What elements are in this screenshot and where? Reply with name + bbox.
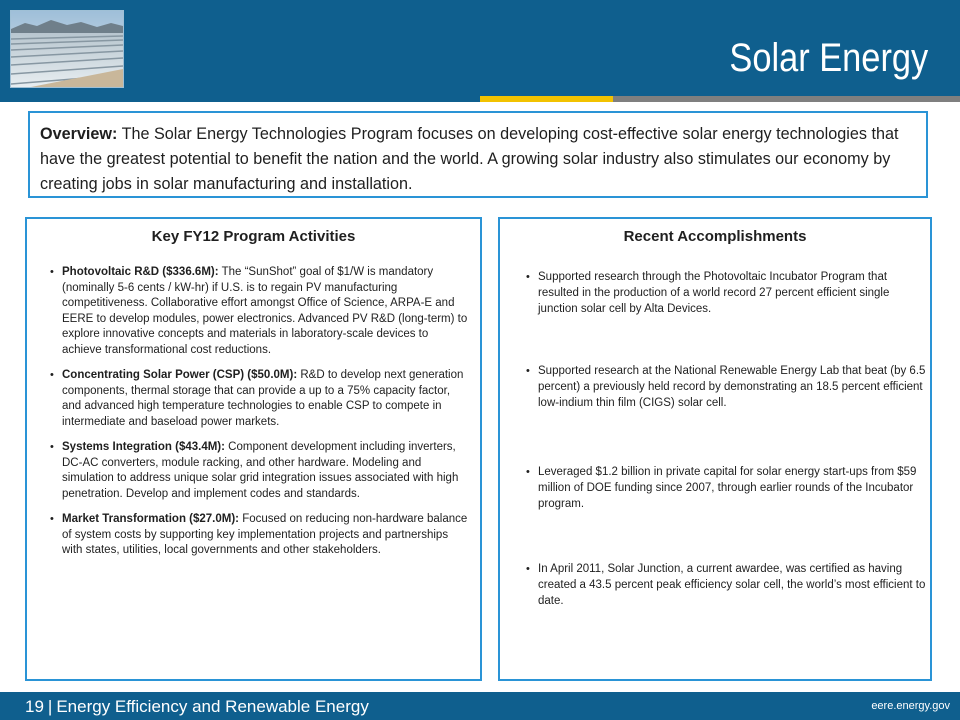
slide-title: Solar Energy (729, 36, 928, 80)
org-name: Energy Efficiency and Renewable Energy (56, 697, 369, 716)
item-text: Focused on reducing non-hardware balance of system costs by supporting key implementation projects and partnerships with states, utilities, local governments and other stakeholders. (62, 513, 468, 556)
bullet-icon: • (50, 513, 54, 525)
bullet-icon: • (526, 271, 530, 283)
key-activities-list (27, 265, 480, 559)
accent-stripe-blue (0, 96, 480, 102)
solar-field-photo (10, 10, 124, 88)
accent-stripe-yellow (480, 96, 613, 102)
item-text: R&D to develop next generation components, thermal storage that can provide a up to a 75% capacity factor, and advanced high temperature technologies to enable CSP to compete in intermediate and baseload power markets. (62, 369, 464, 428)
list-item (526, 363, 926, 411)
bullet-icon: • (526, 466, 530, 478)
item-heading: Concentrating Solar Power (CSP) ($50.0M): (62, 369, 298, 381)
item-heading: Photovoltaic R&D ($336.6M): (62, 266, 219, 278)
overview-box (28, 111, 928, 198)
website-link[interactable]: eere.energy.gov (871, 700, 950, 712)
list-item (50, 265, 468, 358)
accent-stripe-gray (613, 96, 960, 102)
list-item (50, 368, 468, 430)
list-item (50, 512, 468, 559)
bullet-icon: • (526, 365, 530, 377)
list-item (526, 269, 926, 317)
list-item (50, 440, 468, 502)
item-text: Component development including inverters, DC-AC converters, module racking, and other hardware. Modeling and simulation to address unique solar grid integration issues associated with high penetration. Develop and implement codes and standards. (62, 441, 459, 500)
item-heading: Systems Integration ($43.4M): (62, 441, 225, 453)
footer-left (25, 696, 369, 718)
item-text: Supported research at the National Renewable Energy Lab that beat (by 6.5 percent) a previously held record by demonstrating an 18.5 percent efficient low-indium thin film (CIGS) solar cell. (538, 365, 926, 409)
key-activities-panel (25, 217, 482, 681)
recent-accomplishments-panel (498, 217, 932, 681)
bullet-icon: • (50, 369, 54, 381)
overview-label: Overview: (40, 125, 118, 143)
page-number: 19 (25, 697, 44, 716)
list-item (526, 561, 926, 609)
item-text: Supported research through the Photovoltaic Incubator Program that resulted in the production of a world record 27 percent efficient single junction solar cell by Alta Devices. (538, 271, 890, 315)
key-activities-title: Key FY12 Program Activities (151, 228, 356, 245)
bullet-icon: • (526, 563, 530, 575)
bullet-icon: • (50, 441, 54, 453)
overview-text: The Solar Energy Technologies Program focuses on developing cost-effective solar energy technologies that have the greatest potential to benefit the nation and the world. A growing solar industry also stimulates our economy by creating jobs in solar manufacturing and installation. (40, 125, 899, 193)
item-text: The “SunShot” goal of $1/W is mandatory (nominally 5-6 cents / kW-hr) if U.S. is to regain PV manufacturing competitiveness. Collaborative effort amongst Office of Science, ARPA-E and EERE to develop modules, power electronics. Advanced PV R&D (long-term) to explore innovative concepts and materials in laboratory-scale devices to achieve transformational cost reductions. (62, 266, 468, 356)
item-heading: Market Transformation ($27.0M): (62, 513, 240, 525)
footer-bar (0, 692, 960, 720)
header-bar (0, 0, 960, 96)
item-text: Leveraged $1.2 billion in private capital for solar energy start-ups from $59 million of DOE funding since 2007, through earlier rounds of the Incubator program. (538, 466, 917, 510)
footer-separator: | (47, 697, 53, 716)
list-item (526, 464, 926, 512)
recent-accomplishments-title: Recent Accomplishments (623, 228, 807, 245)
bullet-icon: • (50, 266, 54, 278)
item-text: In April 2011, Solar Junction, a current awardee, was certified as having created a 43.5 percent peak efficiency solar cell, the world’s most efficient to date. (538, 563, 926, 607)
